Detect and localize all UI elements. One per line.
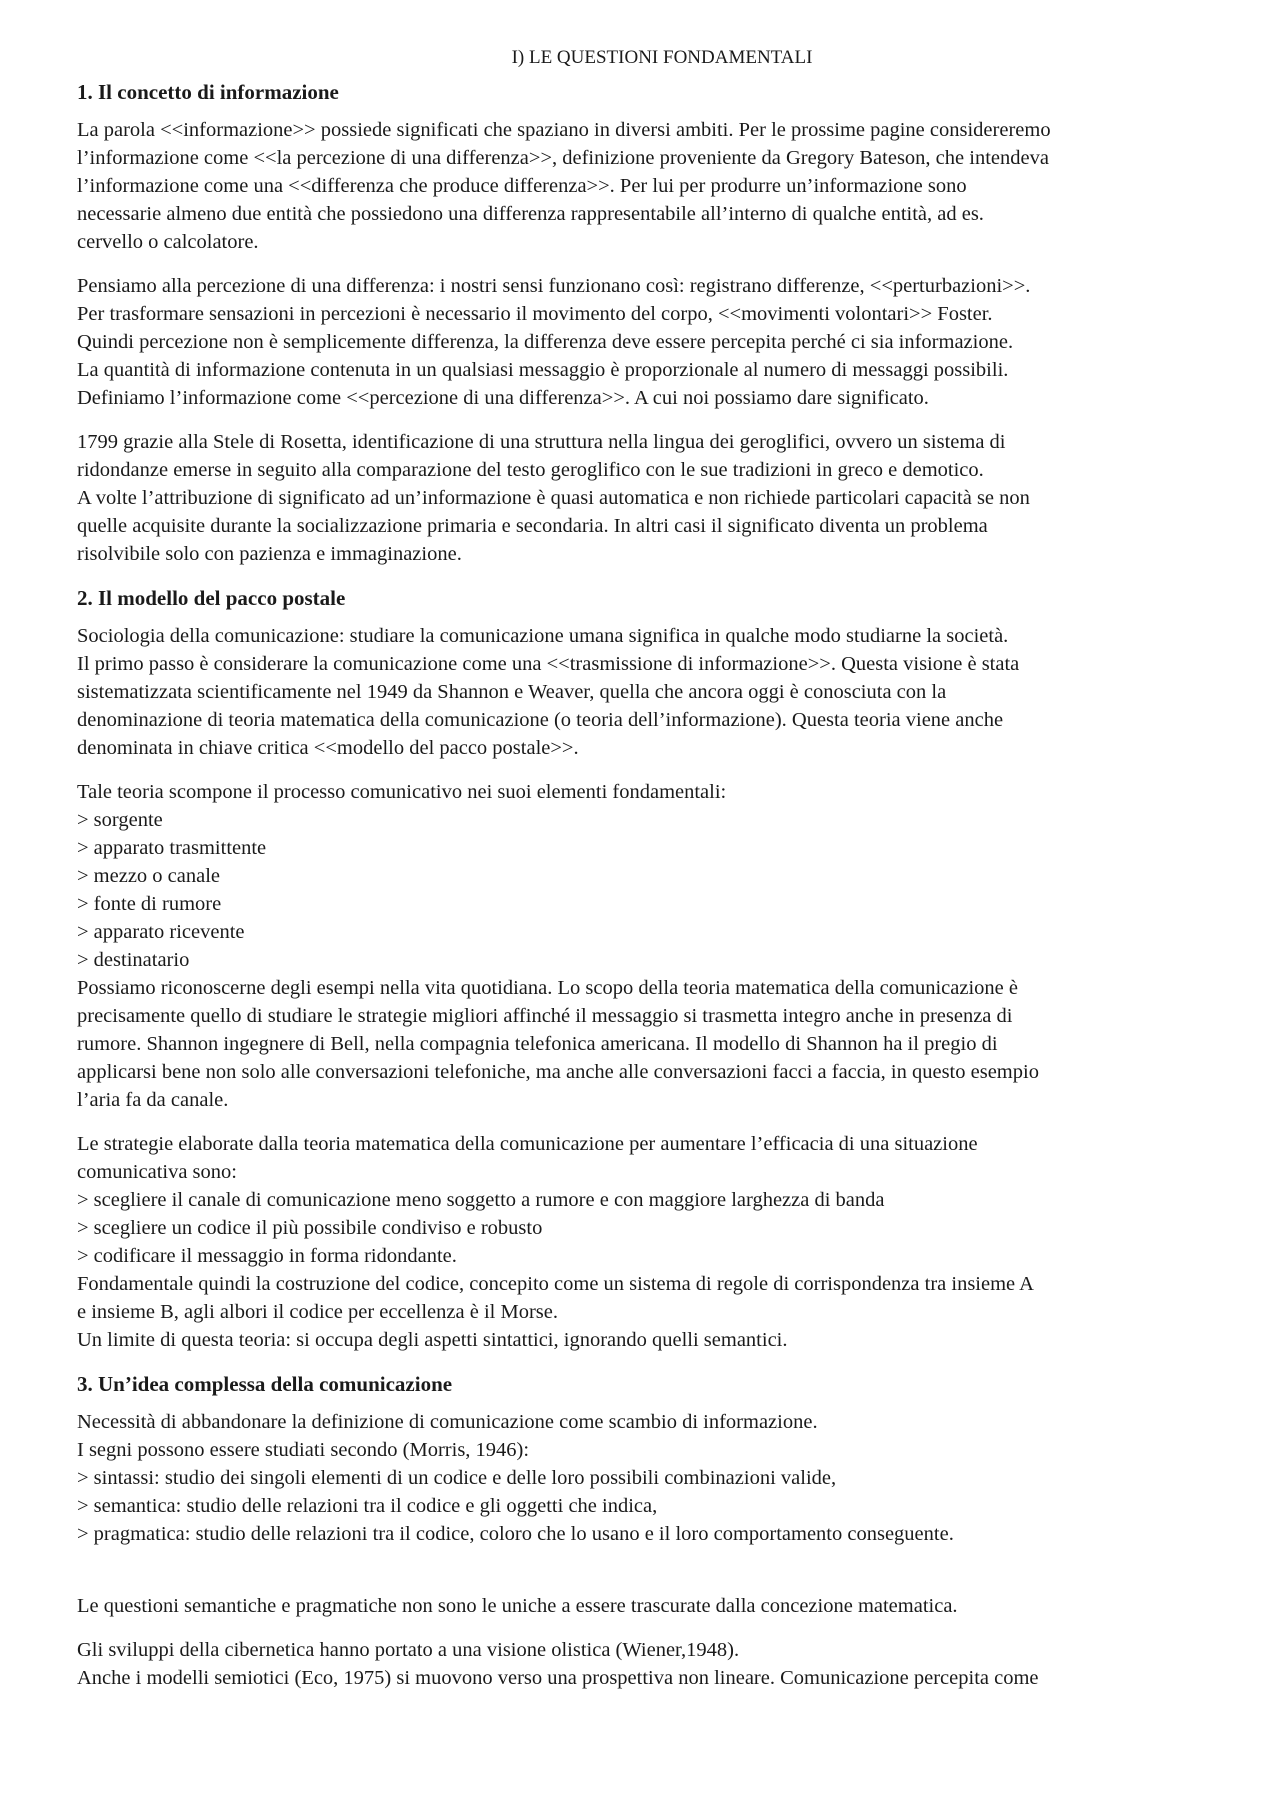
text-line: Necessità di abbandonare la definizione di comunicazione come scambio di informazione. [77, 1411, 818, 1433]
text-line: precisamente quello di studiare le strategie migliori affinché il messaggio si trasmetta integro anche in presenza di [77, 1005, 1013, 1027]
text-line: risolvibile solo con pazienza e immaginazione. [77, 543, 462, 565]
section-concetto-informazione [77, 78, 1207, 568]
text-line: quelle acquisite durante la socializzazione primaria e secondaria. In altri casi il significato diventa un problema [77, 515, 988, 537]
paragraph [77, 272, 1207, 412]
section-idea-complessa [77, 1370, 1207, 1692]
list-item: > scegliere il canale di comunicazione meno soggetto a rumore e con maggiore larghezza di banda [77, 1189, 885, 1211]
document-page [77, 44, 1207, 1708]
paragraph [77, 778, 1207, 1114]
text-line: Quindi percezione non è semplicemente differenza, la differenza deve essere percepita perché ci sia informazione. [77, 331, 1014, 353]
list-item: > pragmatica: studio delle relazioni tra il codice, coloro che lo usano e il loro comportamento conseguente. [77, 1523, 954, 1545]
document-title: I) LE QUESTIONI FONDAMENTALI [511, 47, 813, 68]
spacer [77, 1564, 1207, 1592]
text-line: La parola <<informazione>> possiede significati che spaziano in diversi ambiti. Per le prossime pagine considereremo [77, 119, 1051, 141]
text-line: applicarsi bene non solo alle conversazioni telefoniche, ma anche alle conversazioni facci a faccia, in questo esempio [77, 1061, 1039, 1083]
text-line: Anche i modelli semiotici (Eco, 1975) si muovono verso una prospettiva non lineare. Comunicazione percepita come [77, 1667, 1039, 1689]
text-line: cervello o calcolatore. [77, 231, 259, 253]
text-line: Fondamentale quindi la costruzione del codice, concepito come un sistema di regole di corrispondenza tra insieme A [77, 1273, 1034, 1295]
list-item: > destinatario [77, 949, 190, 971]
text-line: Le strategie elaborate dalla teoria matematica della comunicazione per aumentare l’efficacia di una situazione [77, 1133, 978, 1155]
text-line: Un limite di questa teoria: si occupa degli aspetti sintattici, ignorando quelli semantici. [77, 1329, 788, 1351]
paragraph [77, 1408, 1207, 1548]
text-line: ridondanze emerse in seguito alla comparazione del testo geroglifico con le sue tradizioni in greco e demotico. [77, 459, 984, 481]
list-item: > semantica: studio delle relazioni tra il codice e gli oggetti che indica, [77, 1495, 658, 1517]
text-line: Le questioni semantiche e pragmatiche non sono le uniche a essere trascurate dalla concezione matematica. [77, 1595, 958, 1617]
list-item: > apparato trasmittente [77, 837, 267, 859]
text-line: l’informazione come <<la percezione di una differenza>>, definizione proveniente da Gregory Bateson, che intendeva [77, 147, 1049, 169]
list-item: > sintassi: studio dei singoli elementi di un codice e delle loro possibili combinazioni valide, [77, 1467, 837, 1489]
text-line: Il primo passo è considerare la comunicazione come una <<trasmissione di informazione>>. Questa visione è stata [77, 653, 1020, 675]
paragraph [77, 428, 1207, 568]
paragraph [77, 1592, 1207, 1620]
list-item: > sorgente [77, 809, 163, 831]
list-item: > scegliere un codice il più possibile condiviso e robusto [77, 1217, 543, 1239]
paragraph [77, 1636, 1207, 1692]
paragraph [77, 1130, 1207, 1354]
list-item: > mezzo o canale [77, 865, 221, 887]
text-line: comunicativa sono: [77, 1161, 237, 1183]
text-line: sistematizzata scientificamente nel 1949 da Shannon e Weaver, quella che ancora oggi è conosciuta con la [77, 681, 947, 703]
text-line: Definiamo l’informazione come <<percezione di una differenza>>. A cui noi possiamo dare significato. [77, 387, 929, 409]
text-line: e insieme B, agli albori il codice per eccellenza è il Morse. [77, 1301, 558, 1323]
text-line: necessarie almeno due entità che possiedono una differenza rappresentabile all’interno di qualche entità, ad es. [77, 203, 984, 225]
text-line: Pensiamo alla percezione di una differenza: i nostri sensi funzionano così: registrano differenze, <<perturbazioni>>. [77, 275, 1031, 297]
list-item: > fonte di rumore [77, 893, 222, 915]
paragraph [77, 116, 1207, 256]
text-line: rumore. Shannon ingegnere di Bell, nella compagnia telefonica americana. Il modello di Shannon ha il pregio di [77, 1033, 998, 1055]
list-item: > apparato ricevente [77, 921, 245, 943]
text-line: A volte l’attribuzione di significato ad un’informazione è quasi automatica e non richiede particolari capacità se non [77, 487, 1030, 509]
section-pacco-postale [77, 584, 1207, 1354]
section-heading: 2. Il modello del pacco postale [77, 586, 346, 610]
text-line: denominata in chiave critica <<modello del pacco postale>>. [77, 737, 579, 759]
text-line: Tale teoria scompone il processo comunicativo nei suoi elementi fondamentali: [77, 781, 727, 803]
text-line: 1799 grazie alla Stele di Rosetta, identificazione di una struttura nella lingua dei geroglifici, ovvero un sistema di [77, 431, 1006, 453]
text-line: La quantità di informazione contenuta in un qualsiasi messaggio è proporzionale al numero di messaggi possibili. [77, 359, 1009, 381]
text-line: I segni possono essere studiati secondo (Morris, 1946): [77, 1439, 530, 1461]
text-line: Per trasformare sensazioni in percezioni è necessario il movimento del corpo, <<movimenti volontari>> Foster. [77, 303, 993, 325]
section-heading: 1. Il concetto di informazione [77, 80, 339, 104]
text-line: l’informazione come una <<differenza che produce differenza>>. Per lui per produrre un’informazione sono [77, 175, 967, 197]
text-line: denominazione di teoria matematica della comunicazione (o teoria dell’informazione). Questa teoria viene anche [77, 709, 1004, 731]
text-line: Sociologia della comunicazione: studiare la comunicazione umana significa in qualche modo studiarne la società. [77, 625, 1009, 647]
list-item: > codificare il messaggio in forma ridondante. [77, 1245, 457, 1267]
section-heading: 3. Un’idea complessa della comunicazione [77, 1372, 453, 1396]
text-line: Possiamo riconoscerne degli esempi nella vita quotidiana. Lo scopo della teoria matematica della comunicazione è [77, 977, 1018, 999]
text-line: Gli sviluppi della cibernetica hanno portato a una visione olistica (Wiener,1948). [77, 1639, 740, 1661]
paragraph [77, 622, 1207, 762]
text-line: l’aria fa da canale. [77, 1089, 229, 1111]
